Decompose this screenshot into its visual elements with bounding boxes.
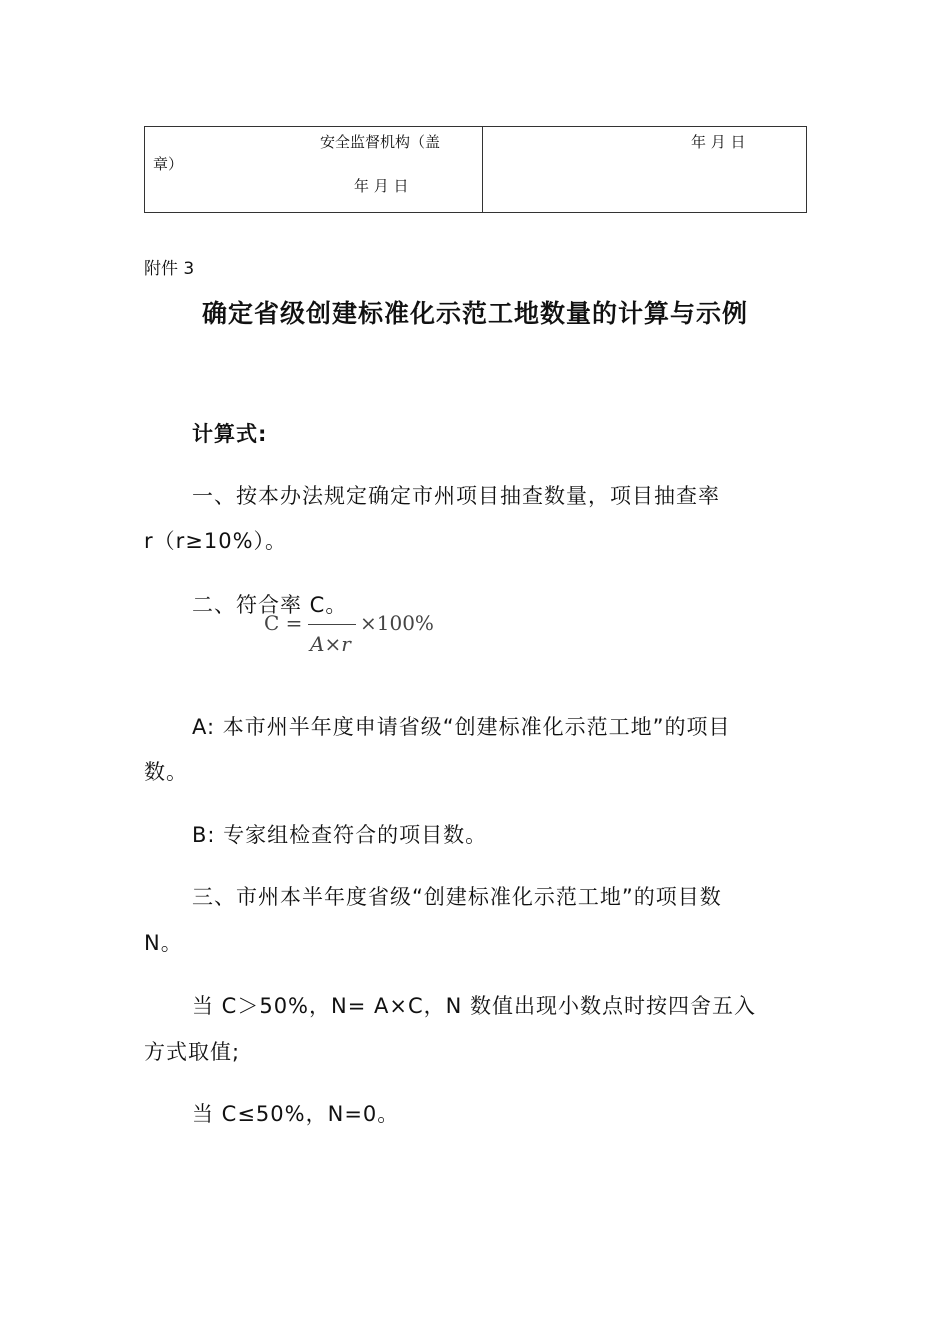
item2: 二、符合率 C。	[192, 593, 348, 617]
fraction-bar	[308, 624, 356, 625]
def-a-line1: A: 本市州半年度申请省级“创建标准化示范工地”的项目	[192, 715, 731, 739]
left-org-label-cont: 章）	[153, 155, 184, 173]
attachment-label: 附件 3	[144, 259, 195, 279]
formula-multiplier: ×100%	[360, 611, 434, 635]
item1-line1: 一、按本办法规定确定市州项目抽查数量，项目抽查率	[192, 484, 720, 508]
left-org-label: 安全监督机构（盖	[320, 133, 441, 151]
item1-line2: r（r≥10%）。	[144, 529, 288, 553]
def-a-line2: 数。	[144, 760, 188, 784]
section-heading: 计算式:	[192, 422, 268, 446]
rule2: 当 C≤50%，N=0。	[192, 1102, 400, 1126]
signature-table	[144, 126, 807, 213]
def-b: B: 专家组检查符合的项目数。	[192, 823, 488, 847]
formula-denominator: A×r	[310, 632, 351, 656]
formula	[264, 610, 444, 662]
page-title: 确定省级创建标准化示范工地数量的计算与示例	[201, 299, 748, 328]
rule1-line2: 方式取值;	[144, 1040, 241, 1064]
item3-line2: N。	[144, 931, 183, 955]
formula-lhs: C =	[264, 611, 303, 635]
table-divider	[482, 127, 483, 212]
item3-line1: 三、市州本半年度省级“创建标准化示范工地”的项目数	[192, 885, 722, 909]
rule1-line1: 当 C＞50%，N= A×C，N 数值出现小数点时按四舍五入	[192, 994, 757, 1018]
right-date: 年 月 日	[691, 133, 746, 151]
left-date: 年 月 日	[354, 177, 409, 195]
